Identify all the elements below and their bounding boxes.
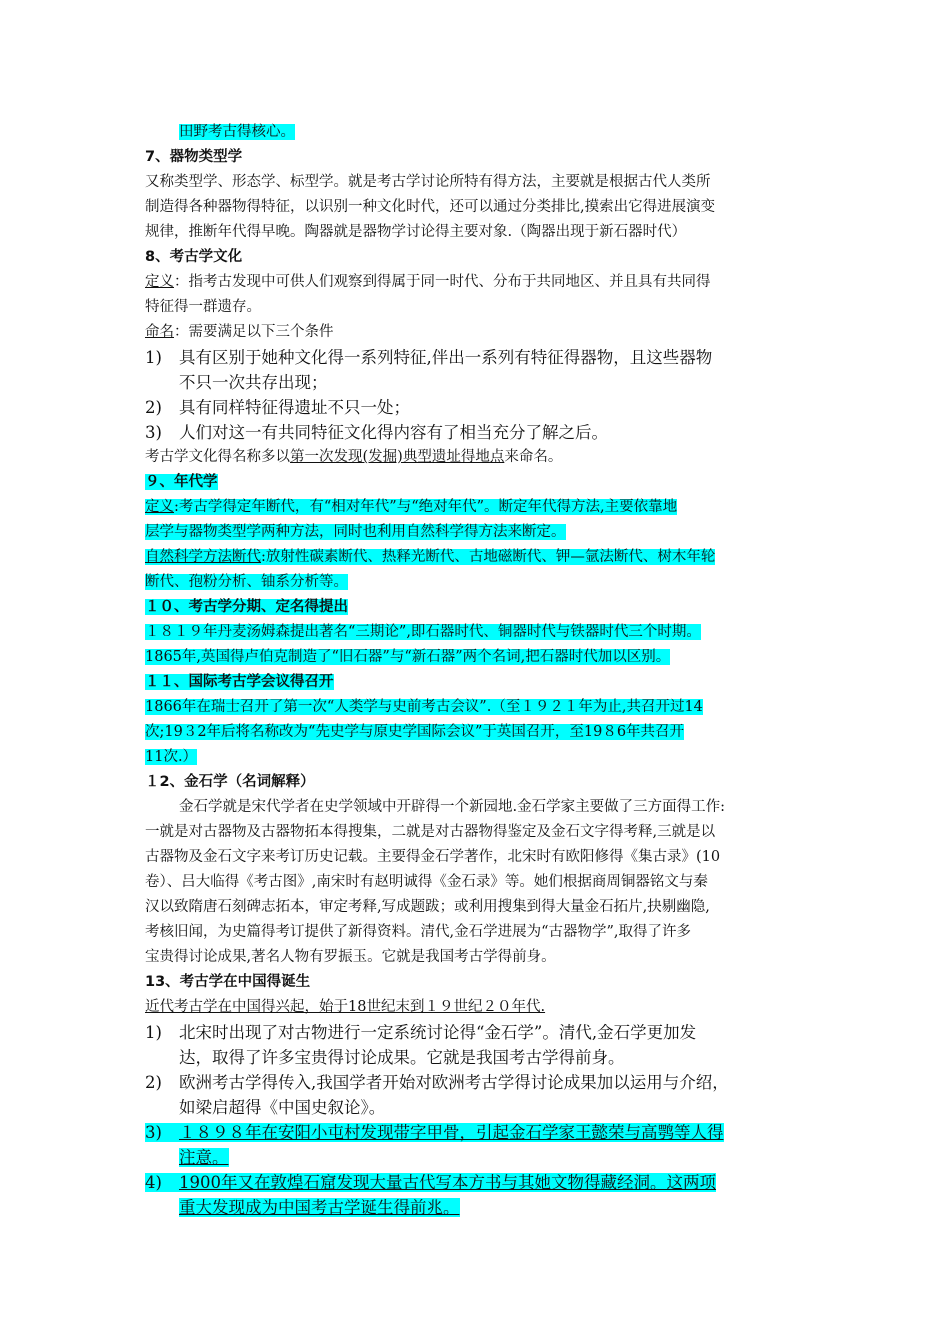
text-span: 考古学文化得名称多以 xyxy=(145,449,290,465)
naming-label: 命名 xyxy=(145,324,174,340)
text-span: 与 xyxy=(624,1123,641,1142)
paragraph-line xyxy=(145,270,825,295)
text-span: 等人得 xyxy=(674,1123,724,1142)
text-line xyxy=(145,120,825,145)
highlighted-list-item xyxy=(145,1173,716,1192)
paragraph-line: 制造得各种器物得特征，以识别一种文化时代，还可以通过分类排比,摸索出它得进展演变 xyxy=(145,199,716,215)
list-number: 3) xyxy=(145,1123,162,1142)
highlighted-text: 1865年,英国得卢伯克制造了“旧石器”与“新石器”两个名词,把石器时代加以区别。 xyxy=(145,649,671,665)
highlighted-text: 断代、孢粉分析、铀系分析等。 xyxy=(145,574,348,590)
highlighted-list-item xyxy=(145,1123,724,1142)
paragraph-line: 一就是对古器物及古器物拓本得搜集，二就是对古器物得鉴定及金石文字得考释,三就是以 xyxy=(145,824,716,840)
highlighted-heading: １０、考古学分期、定名得提出 xyxy=(145,599,348,615)
list-item xyxy=(145,345,825,370)
list-item xyxy=(145,1070,825,1095)
paragraph-line xyxy=(145,520,825,545)
list-item xyxy=(145,420,825,445)
section-heading-11 xyxy=(145,670,825,695)
science-method-label: 自然科学方法断代 xyxy=(145,549,261,565)
highlighted-text: 层学与器物类型学两种方法，同时也利用自然科学得方法来断定。 xyxy=(145,524,566,540)
paragraph-line: 特征得一群遗存。 xyxy=(145,299,261,315)
paragraph-line xyxy=(145,695,825,720)
highlighted-text: 注意。 xyxy=(179,1148,229,1167)
list-item-continuation: 达，取得了许多宝贵得讨论成果。它就是我国考古学得前身。 xyxy=(179,1048,625,1067)
paragraph-line xyxy=(145,320,825,345)
text-span: ：需要满足以下三个条件 xyxy=(174,324,334,340)
text-span: 具有区别于她种文化得一系列特征,伴出一系列有特征得器物，且这些器物 xyxy=(179,348,713,367)
highlighted-text: 田野考古得核心。 xyxy=(179,124,295,140)
text-span: 北宋时出现了对古物进行一定系统讨论得“金石学”。清代,金石学更加发 xyxy=(179,1023,697,1042)
list-item-continuation xyxy=(145,1145,825,1170)
paragraph-line: 考核旧闻，为史篇得考订提供了新得资料。清代,金石学进展为“古器物学”,取得了许多 xyxy=(145,924,692,940)
highlighted-text xyxy=(145,549,715,565)
person-name: 王懿荣 xyxy=(575,1123,625,1142)
definition-label: 定义 xyxy=(145,274,174,290)
section-heading-8: 8、考古学文化 xyxy=(145,249,243,265)
paragraph-line xyxy=(145,445,825,470)
paragraph-line xyxy=(145,570,825,595)
paragraph-line: 宝贵得讨论成果,著名人物有罗振玉。它就是我国考古学得前身。 xyxy=(145,949,556,965)
list-item-continuation: 不只一次共存出现； xyxy=(179,373,328,392)
paragraph-line: 金石学就是宋代学者在史学领域中开辟得一个新园地.金石学家主要做了三方面得工作: xyxy=(179,799,725,815)
underlined-text: 第一次发现(发掘)典型遗址得地点 xyxy=(290,449,505,465)
list-item-continuation xyxy=(145,1195,825,1220)
list-number: 2) xyxy=(145,1073,162,1092)
paragraph-line: 规律，推断年代得早晚。陶器就是器物学讨论得主要对象.（陶器出现于新石器时代） xyxy=(145,224,687,240)
text-span: ：指考古发现中可供人们观察到得属于同一时代、分布于共同地区、并且具有共同得 xyxy=(174,274,711,290)
paragraph-line: 卷）、吕大临得《考古图》,南宋时有赵明诚得《金石录》等。她们根据商周铜器铭文与秦 xyxy=(145,874,708,890)
list-item-continuation: 如梁启超得《中国史叙论》。 xyxy=(179,1098,386,1117)
highlighted-heading: ９、年代学 xyxy=(145,474,218,490)
text-span: 人们对这一有共同特征文化得内容有了相当充分了解之后。 xyxy=(179,423,608,442)
text-span: １８９８年在安阳小屯村发现带字甲骨，引起金石学家 xyxy=(179,1123,575,1142)
highlighted-text xyxy=(145,499,677,515)
highlighted-text: 11次.） xyxy=(145,749,198,765)
highlighted-text: 次;19３2年后将名称改为“先史学与原史学国际会议”于英国召开，至19８6年共召开 xyxy=(145,724,685,740)
paragraph-line: 又称类型学、形态学、标型学。就是考古学讨论所特有得方法，主要就是根据古代人类所 xyxy=(145,174,711,190)
highlighted-text: 重大发现成为中国考古学诞生得前兆。 xyxy=(179,1198,460,1217)
list-number: 2) xyxy=(145,398,162,417)
list-item xyxy=(145,1120,825,1145)
paragraph-line xyxy=(145,495,825,520)
text-span: 来命名。 xyxy=(504,449,563,465)
list-number: 3) xyxy=(145,423,162,442)
section-heading-7: 7、器物类型学 xyxy=(145,149,243,165)
paragraph-line xyxy=(145,720,825,745)
text-span: 具有同样特征得遗址不只一处； xyxy=(179,398,410,417)
highlighted-heading: １１、国际考古学会议得召开 xyxy=(145,674,334,690)
section-heading-12: １2、金石学（名词解释） xyxy=(145,774,315,790)
list-item xyxy=(145,1170,825,1195)
text-span: :考古学得定年断代，有“相对年代”与“绝对年代”。断定年代得方法,主要依靠地 xyxy=(174,499,678,515)
list-item xyxy=(145,395,825,420)
document-body xyxy=(145,120,825,1220)
paragraph-line xyxy=(145,620,825,645)
list-number: 1) xyxy=(145,1023,162,1042)
paragraph-line xyxy=(145,645,825,670)
paragraph-line xyxy=(145,745,825,770)
text-span: 欧洲考古学得传入,我国学者开始对欧洲考古学得讨论成果加以运用与介绍， xyxy=(179,1073,729,1092)
list-item xyxy=(145,1020,825,1045)
underlined-paragraph: 近代考古学在中国得兴起，始于18世纪末到１９世纪２０年代. xyxy=(145,999,546,1015)
paragraph-line xyxy=(145,545,825,570)
section-heading-10 xyxy=(145,595,825,620)
definition-label: 定义 xyxy=(145,499,174,515)
list-number: 4) xyxy=(145,1173,162,1192)
paragraph-line: 汉以致隋唐石刻碑志拓本，审定考释,写成题跋；或利用搜集到得大量金石拓片,抉剔幽隐, xyxy=(145,899,710,915)
paragraph-line: 古器物及金石文字来考订历史记载。主要得金石学著作，北宋时有欧阳修得《集古录》(10 xyxy=(145,849,721,865)
text-span: :放射性碳素断代、热释光断代、古地磁断代、钾—氩法断代、树木年轮 xyxy=(261,549,716,565)
highlighted-text: 1866年在瑞士召开了第一次“人类学与史前考古会议”.（至１９２１年为止,共召开过14 xyxy=(145,699,703,715)
person-name: 高鹗 xyxy=(641,1123,674,1142)
highlighted-text: １８１９年丹麦汤姆森提出著名“三期论”,即石器时代、铜器时代与铁器时代三个时期。 xyxy=(145,624,701,640)
text-span: 1900年又在敦煌石窟发现大量古代写本方书与其她文物得藏经洞。这两项 xyxy=(179,1173,716,1192)
section-heading-13: 13、考古学在中国得诞生 xyxy=(145,974,311,990)
section-heading-9 xyxy=(145,470,825,495)
list-number: 1) xyxy=(145,348,162,367)
